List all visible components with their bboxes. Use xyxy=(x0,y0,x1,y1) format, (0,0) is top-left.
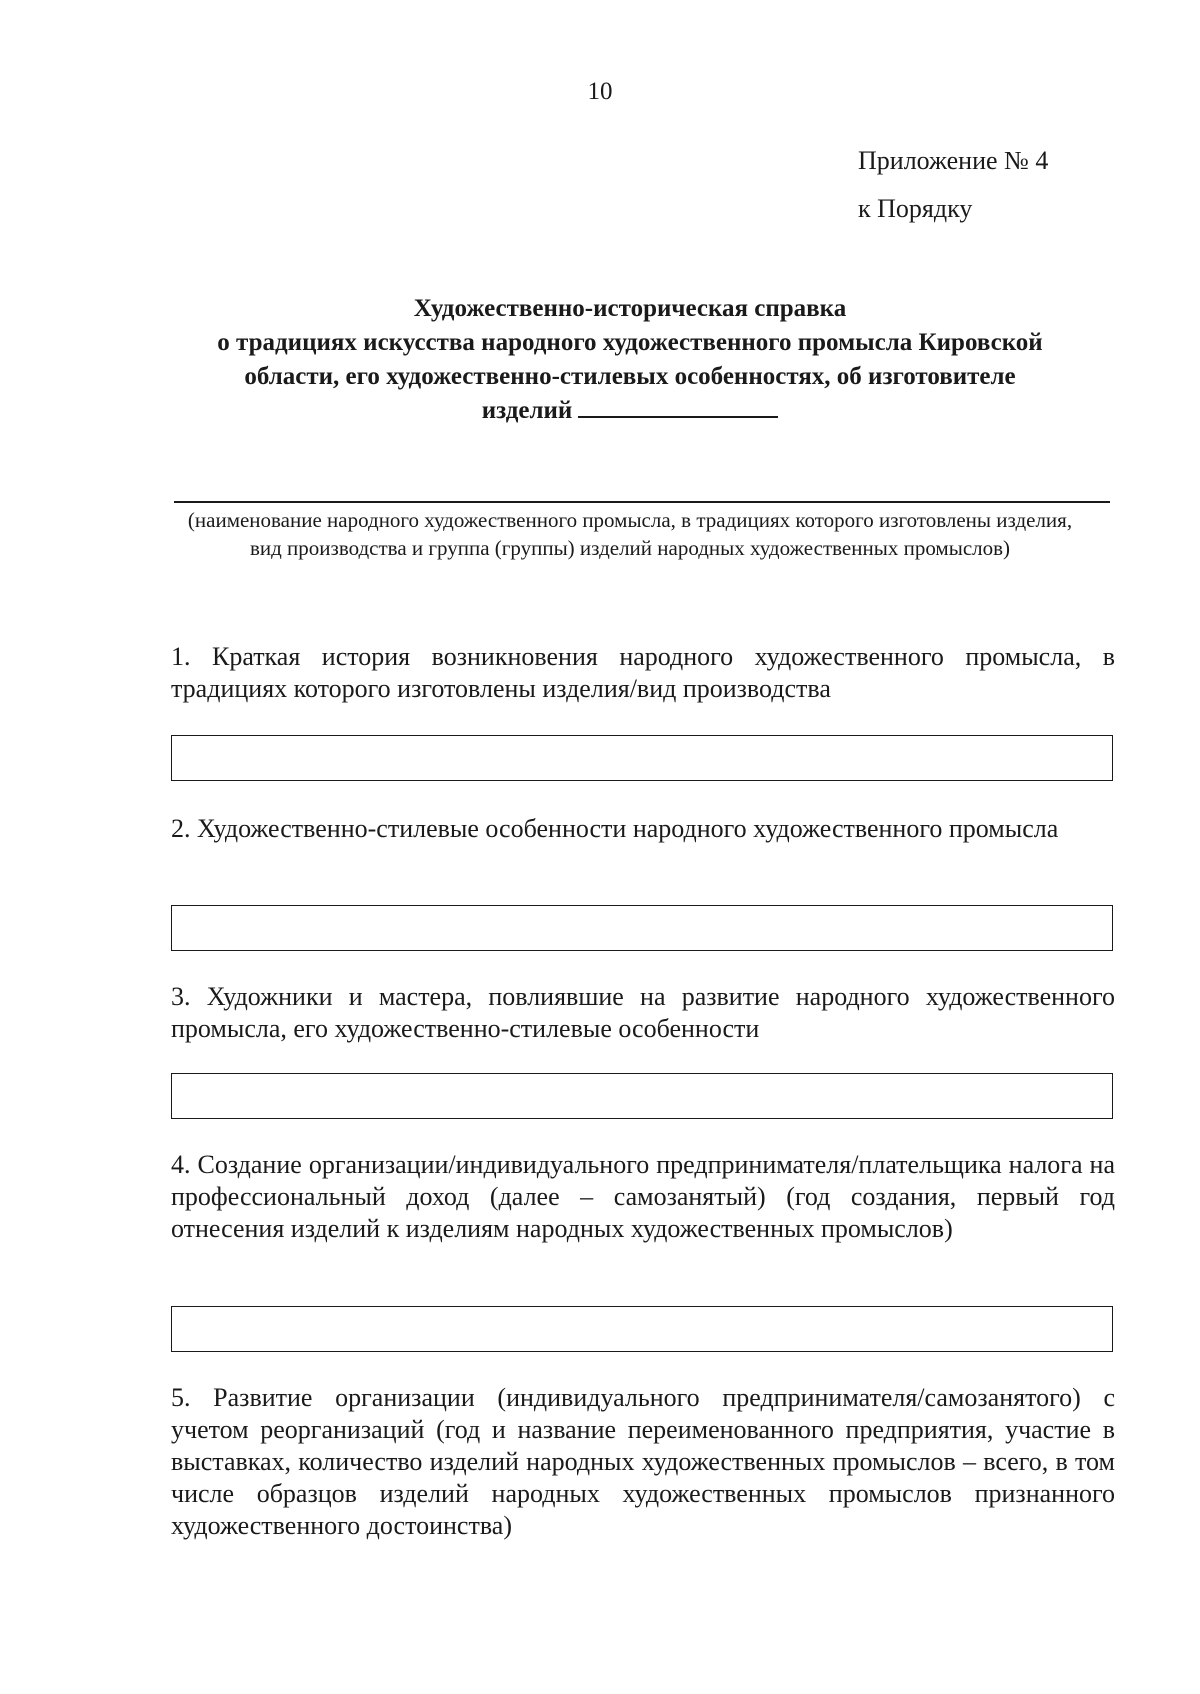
title-line-4 xyxy=(150,394,1110,428)
section-1-input-box[interactable] xyxy=(171,735,1113,781)
appendix-number: Приложение № 4 xyxy=(858,146,1049,175)
section-4-organization-creation: 4. Создание организации/индивидуального предпринимателя/плательщика налога на профессиональный доход (далее – самозанятый) (год создания, первый год отнесения изделий к изделиям народных художественных промыслов) xyxy=(171,1150,1115,1243)
appendix-order: к Порядку xyxy=(858,194,973,223)
appendix-reference xyxy=(858,137,1048,233)
document-title xyxy=(150,292,1110,428)
section-4-input-box[interactable] xyxy=(171,1306,1113,1352)
section-5-organization-development: 5. Развитие организации (индивидуального предпринимателя/самозанятого) с учетом реорганизаций (год и название переименованного предприятия, участие в выставках, количество изделий народных художественных промыслов – всего, в том числе образцов изделий народных художественных промыслов признанного художественного достоинства) xyxy=(171,1383,1115,1540)
producer-blank-field[interactable] xyxy=(578,394,778,418)
section-3-input-box[interactable] xyxy=(171,1073,1113,1119)
section-3-artists-masters: 3. Художники и мастера, повлиявшие на развитие народного художественного промысла, его художественно-стилевые особенности xyxy=(171,982,1115,1043)
page-number: 10 xyxy=(587,78,613,105)
section-2-style-features: 2. Художественно-стилевые особенности народного художественного промысла xyxy=(171,814,1059,843)
craft-name-line[interactable] xyxy=(174,501,1110,503)
title-line-1: Художественно-историческая справка xyxy=(413,295,847,322)
section-2-input-box[interactable] xyxy=(171,905,1113,951)
title-line-4-text: изделий xyxy=(481,397,573,424)
craft-name-hint: (наименование народного художественного промысла, в традициях которого изготовлены изделия, вид производства и группа (группы) изделий народных художественных промыслов) xyxy=(187,508,1073,560)
section-1-history: 1. Краткая история возникновения народного художественного промысла, в традициях которого изготовлены изделия/вид производства xyxy=(171,642,1115,703)
title-line-3: области, его художественно-стилевых особенностях, об изготовителе xyxy=(244,363,1016,390)
title-line-2: о традициях искусства народного художественного промысла Кировской xyxy=(217,329,1043,356)
